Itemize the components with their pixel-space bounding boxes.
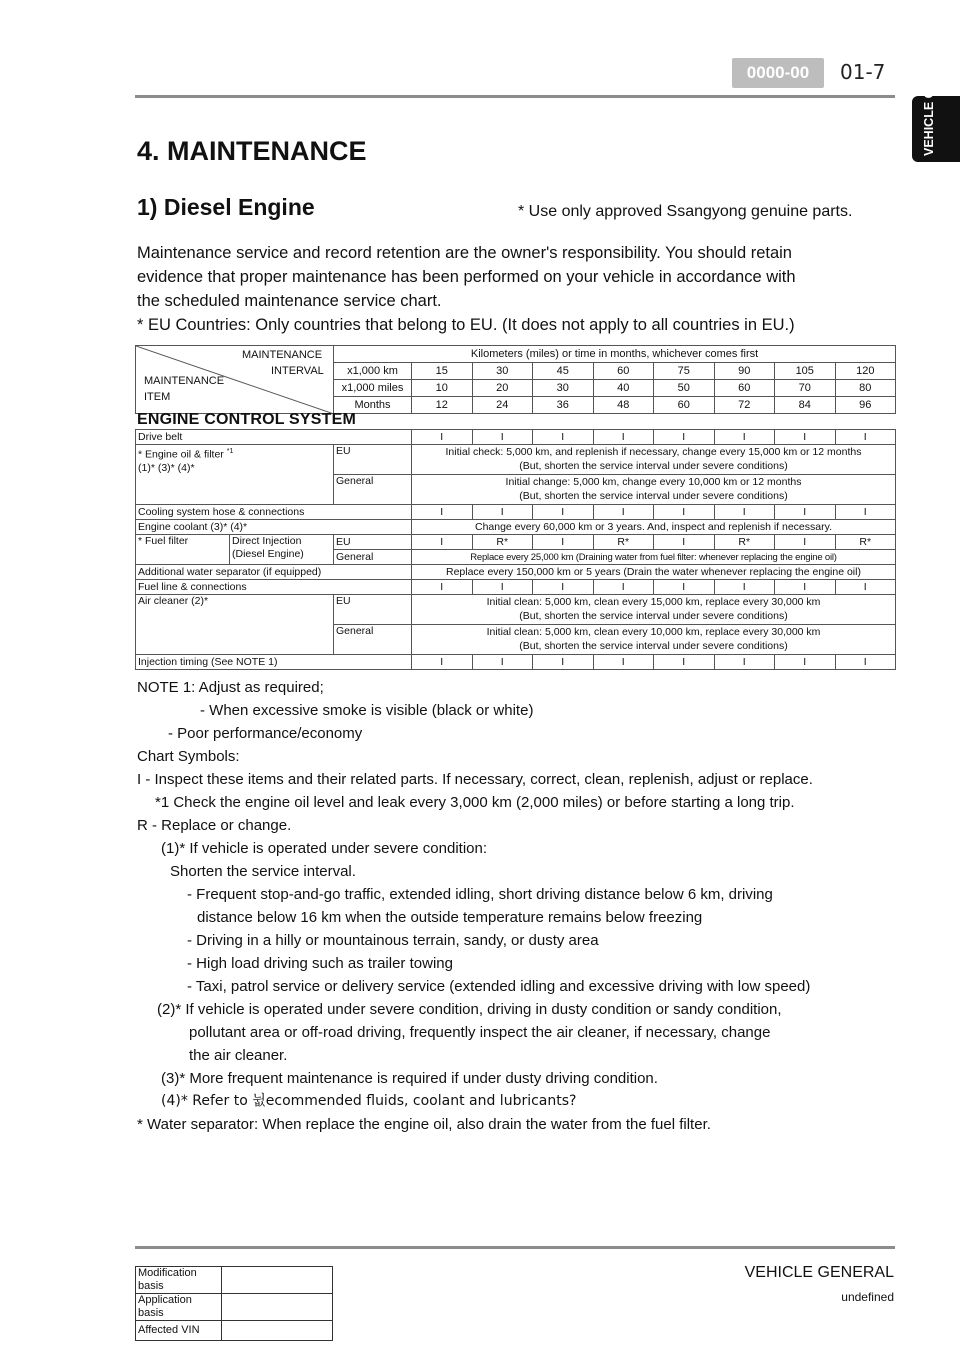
air-eu-line1: Initial clean: 5,000 km, clean every 15,000 km, replace every 30,000 km xyxy=(412,595,896,610)
note-line: R - Replace or change. xyxy=(137,817,292,834)
engine-control-heading: ENGINE CONTROL SYSTEM xyxy=(137,411,357,428)
region-general: General xyxy=(334,475,412,505)
intro-paragraph xyxy=(137,241,877,337)
km-value: 75 xyxy=(654,363,715,380)
note-line: distance below 16 km when the outside temperature remains below freezing xyxy=(197,909,703,926)
inspect-mark: I xyxy=(593,655,654,670)
intro-line: Maintenance service and record retention are the owner's responsibility. You should retain xyxy=(137,244,792,262)
inspect-mark: I xyxy=(533,430,594,445)
inspect-mark: I xyxy=(472,430,533,445)
km-value: 60 xyxy=(593,363,654,380)
bottom-rule xyxy=(135,1246,895,1249)
interval-span-title: Kilometers (miles) or time in months, whichever comes first xyxy=(334,346,896,363)
item-fuel-filter: * Fuel filter xyxy=(136,535,230,565)
inspect-mark: I xyxy=(714,430,775,445)
water-separator-schedule: Replace every 150,000 km or 5 years (Drain the water whenever replacing the engine oil) xyxy=(412,565,896,580)
coolant-schedule: Change every 60,000 km or 3 years. And, inspect and replenish if necessary. xyxy=(412,520,896,535)
note-line: - High load driving such as trailer towing xyxy=(187,955,453,972)
fuel-filter-mark: I xyxy=(654,535,715,550)
note-line: Chart Symbols: xyxy=(137,748,240,765)
inspect-mark: I xyxy=(593,580,654,595)
fuel-filter-mark: R* xyxy=(472,535,533,550)
km-value: 45 xyxy=(533,363,594,380)
note-line: - Frequent stop-and-go traffic, extended idling, short driving distance below 6 km, driving xyxy=(187,886,773,903)
item-injection-timing: Injection timing (See NOTE 1) xyxy=(136,655,412,670)
inspect-mark: I xyxy=(533,580,594,595)
note-line: I - Inspect these items and their related parts. If necessary, correct, clean, replenish, adjust or replace. xyxy=(137,771,813,788)
miles-value: 80 xyxy=(835,380,896,397)
miles-value: 20 xyxy=(472,380,533,397)
engine-oil-label: * Engine oil & filter xyxy=(138,448,224,461)
item-engine-coolant: Engine coolant (3)* (4)* xyxy=(136,520,412,535)
page-title: 4. MAINTENANCE xyxy=(137,136,367,166)
item-engine-oil xyxy=(136,445,334,505)
diag-label-top: MAINTENANCE xyxy=(242,349,323,361)
region-general: General xyxy=(334,625,412,655)
inspect-mark: I xyxy=(593,505,654,520)
note-line: Shorten the service interval. xyxy=(170,863,356,880)
inspect-mark: I xyxy=(412,655,473,670)
top-rule xyxy=(135,95,895,98)
km-value: 120 xyxy=(835,363,896,380)
note-line: * Water separator: When replace the engine oil, also drain the water from the fuel filter. xyxy=(137,1116,711,1133)
region-eu: EU xyxy=(334,445,412,475)
note-line: (1)* If vehicle is operated under severe condition: xyxy=(161,840,488,857)
inspect-mark: I xyxy=(835,430,896,445)
months-value: 36 xyxy=(533,397,594,414)
table-row xyxy=(136,655,896,670)
months-value: 12 xyxy=(412,397,473,414)
air-general-line1: Initial clean: 5,000 km, clean every 10,000 km, replace every 30,000 km xyxy=(412,625,896,640)
miles-value: 40 xyxy=(593,380,654,397)
diesel-engine-label: (Diesel Engine) xyxy=(232,548,304,560)
engine-oil-refs: (1)* (3)* (4)* xyxy=(138,461,195,474)
inspect-mark: I xyxy=(472,580,533,595)
page-number: 01-7 xyxy=(840,60,886,84)
diag-label-bottom2: ITEM xyxy=(144,391,171,403)
region-eu: EU xyxy=(334,595,412,625)
fuel-filter-mark: I xyxy=(775,535,836,550)
table-row xyxy=(136,505,896,520)
inspect-mark: I xyxy=(714,580,775,595)
miles-label: x1,000 miles xyxy=(334,380,412,397)
inspect-mark: I xyxy=(775,655,836,670)
oil-eu-line1: Initial check: 5,000 km, and replenish if necessary, change every 15,000 km or 12 months xyxy=(412,445,896,460)
inspect-mark: I xyxy=(412,580,473,595)
item-air-cleaner: Air cleaner (2)* xyxy=(136,595,334,655)
item-fuel-line: Fuel line & connections xyxy=(136,580,412,595)
miles-value: 70 xyxy=(775,380,836,397)
inspect-mark: I xyxy=(775,430,836,445)
item-drive-belt: Drive belt xyxy=(136,430,412,445)
air-general-line2: (But, shorten the service interval under severe conditions) xyxy=(412,640,896,655)
note-line: (2)* If vehicle is operated under severe condition, driving in dusty condition or sandy condition, xyxy=(157,1001,782,1018)
note-line: (3)* More frequent maintenance is required if under dusty driving condition. xyxy=(161,1070,658,1087)
application-basis-value xyxy=(222,1294,333,1321)
diag-label-top2: INTERVAL xyxy=(271,365,324,377)
months-value: 48 xyxy=(593,397,654,414)
note-line: - Driving in a hilly or mountainous terrain, sandy, or dusty area xyxy=(187,932,599,949)
inspect-mark: I xyxy=(593,430,654,445)
note-line: *1 Check the engine oil level and leak every 3,000 km (2,000 miles) or before starting a long trip. xyxy=(155,794,795,811)
modification-basis-value xyxy=(222,1267,333,1294)
air-eu-line2: (But, shorten the service interval under severe conditions) xyxy=(412,610,896,625)
fuel-filter-mark: I xyxy=(533,535,594,550)
inspect-mark: I xyxy=(533,655,594,670)
engine-oil-footnote: *1 xyxy=(226,448,234,455)
inspect-mark: I xyxy=(472,655,533,670)
table-row xyxy=(136,430,896,445)
oil-eu-line2: (But, shorten the service interval under severe conditions) xyxy=(412,460,896,475)
inspect-mark: I xyxy=(654,505,715,520)
inspect-mark: I xyxy=(714,505,775,520)
fuel-filter-general-schedule: Replace every 25,000 km (Draining water from fuel filter: whenever replacing the engine oil) xyxy=(412,550,896,565)
fuel-filter-mark: R* xyxy=(714,535,775,550)
inspect-mark: I xyxy=(654,430,715,445)
side-tab-label: VEHICLE GENERA xyxy=(922,44,936,156)
application-basis-label: Application basis xyxy=(136,1294,222,1321)
note-line: (4)* Refer to 뉪ecommended fluids, coolant and lubricants? xyxy=(161,1093,577,1109)
months-label: Months xyxy=(334,397,412,414)
diagonal-header-cell xyxy=(136,346,334,414)
item-water-separator: Additional water separator (if equipped) xyxy=(136,565,412,580)
table-row xyxy=(136,445,896,460)
table-row xyxy=(136,595,896,610)
inspect-mark: I xyxy=(775,505,836,520)
affected-vin-value xyxy=(222,1321,333,1341)
region-eu: EU xyxy=(334,535,412,550)
inspect-mark: I xyxy=(835,505,896,520)
section-code-badge: 0000-00 xyxy=(732,58,824,88)
oil-general-line2: (But, shorten the service interval under severe conditions) xyxy=(412,490,896,505)
months-value: 60 xyxy=(654,397,715,414)
months-value: 84 xyxy=(775,397,836,414)
footer-section-name: VEHICLE GENERAL xyxy=(744,1264,894,1281)
table-row xyxy=(136,565,896,580)
months-value: 72 xyxy=(714,397,775,414)
interval-header-table xyxy=(135,345,896,414)
intro-line: * EU Countries: Only countries that belong to EU. (It does not apply to all countries in EU.) xyxy=(137,316,795,334)
intro-line: evidence that proper maintenance has been performed on your vehicle in accordance with xyxy=(137,268,796,286)
miles-value: 60 xyxy=(714,380,775,397)
inspect-mark: I xyxy=(412,430,473,445)
note-line: - Poor performance/economy xyxy=(168,725,363,742)
item-cooling-hose: Cooling system hose & connections xyxy=(136,505,412,520)
notes-block xyxy=(137,676,897,1136)
months-value: 96 xyxy=(835,397,896,414)
fuel-filter-mark: I xyxy=(412,535,473,550)
genuine-parts-note: * Use only approved Ssangyong genuine parts. xyxy=(518,203,853,220)
note-line: the air cleaner. xyxy=(189,1047,288,1064)
miles-value: 50 xyxy=(654,380,715,397)
basis-table xyxy=(135,1266,333,1341)
table-row xyxy=(136,535,896,550)
note-line: pollutant area or off-road driving, frequently inspect the air cleaner, if necessary, change xyxy=(189,1024,771,1041)
inspect-mark: I xyxy=(412,505,473,520)
table-row xyxy=(136,580,896,595)
note-line: - When excessive smoke is visible (black or white) xyxy=(200,702,534,719)
fuel-filter-type xyxy=(230,535,334,565)
footer-section xyxy=(745,1264,894,1304)
region-general: General xyxy=(334,550,412,565)
miles-value: 10 xyxy=(412,380,473,397)
fuel-filter-mark: R* xyxy=(835,535,896,550)
inspect-mark: I xyxy=(835,655,896,670)
miles-value: 30 xyxy=(533,380,594,397)
modification-basis-label: Modification basis xyxy=(136,1267,222,1294)
km-value: 90 xyxy=(714,363,775,380)
note-line: - Taxi, patrol service or delivery service (extended idling and excessive driving with low speed) xyxy=(187,978,811,995)
months-value: 24 xyxy=(472,397,533,414)
note-line: NOTE 1: Adjust as required; xyxy=(137,679,324,696)
inspect-mark: I xyxy=(835,580,896,595)
table-row xyxy=(136,520,896,535)
footer-sub: undefined xyxy=(841,1290,894,1304)
km-value: 30 xyxy=(472,363,533,380)
inspect-mark: I xyxy=(654,580,715,595)
inspect-mark: I xyxy=(775,580,836,595)
maintenance-schedule-table xyxy=(135,429,896,670)
fuel-filter-mark: R* xyxy=(593,535,654,550)
intro-line: the scheduled maintenance service chart. xyxy=(137,292,442,310)
direct-injection-label: Direct Injection xyxy=(232,535,302,547)
km-value: 15 xyxy=(412,363,473,380)
inspect-mark: I xyxy=(472,505,533,520)
diag-label-bottom: MAINTENANCE xyxy=(144,375,225,387)
inspect-mark: I xyxy=(533,505,594,520)
km-value: 105 xyxy=(775,363,836,380)
affected-vin-label: Affected VIN xyxy=(136,1321,222,1341)
side-chapter-tab[interactable] xyxy=(912,44,960,162)
km-label: x1,000 km xyxy=(334,363,412,380)
oil-general-line1: Initial change: 5,000 km, change every 10,000 km or 12 months xyxy=(412,475,896,490)
inspect-mark: I xyxy=(654,655,715,670)
section-subtitle: 1) Diesel Engine xyxy=(137,194,315,220)
inspect-mark: I xyxy=(714,655,775,670)
